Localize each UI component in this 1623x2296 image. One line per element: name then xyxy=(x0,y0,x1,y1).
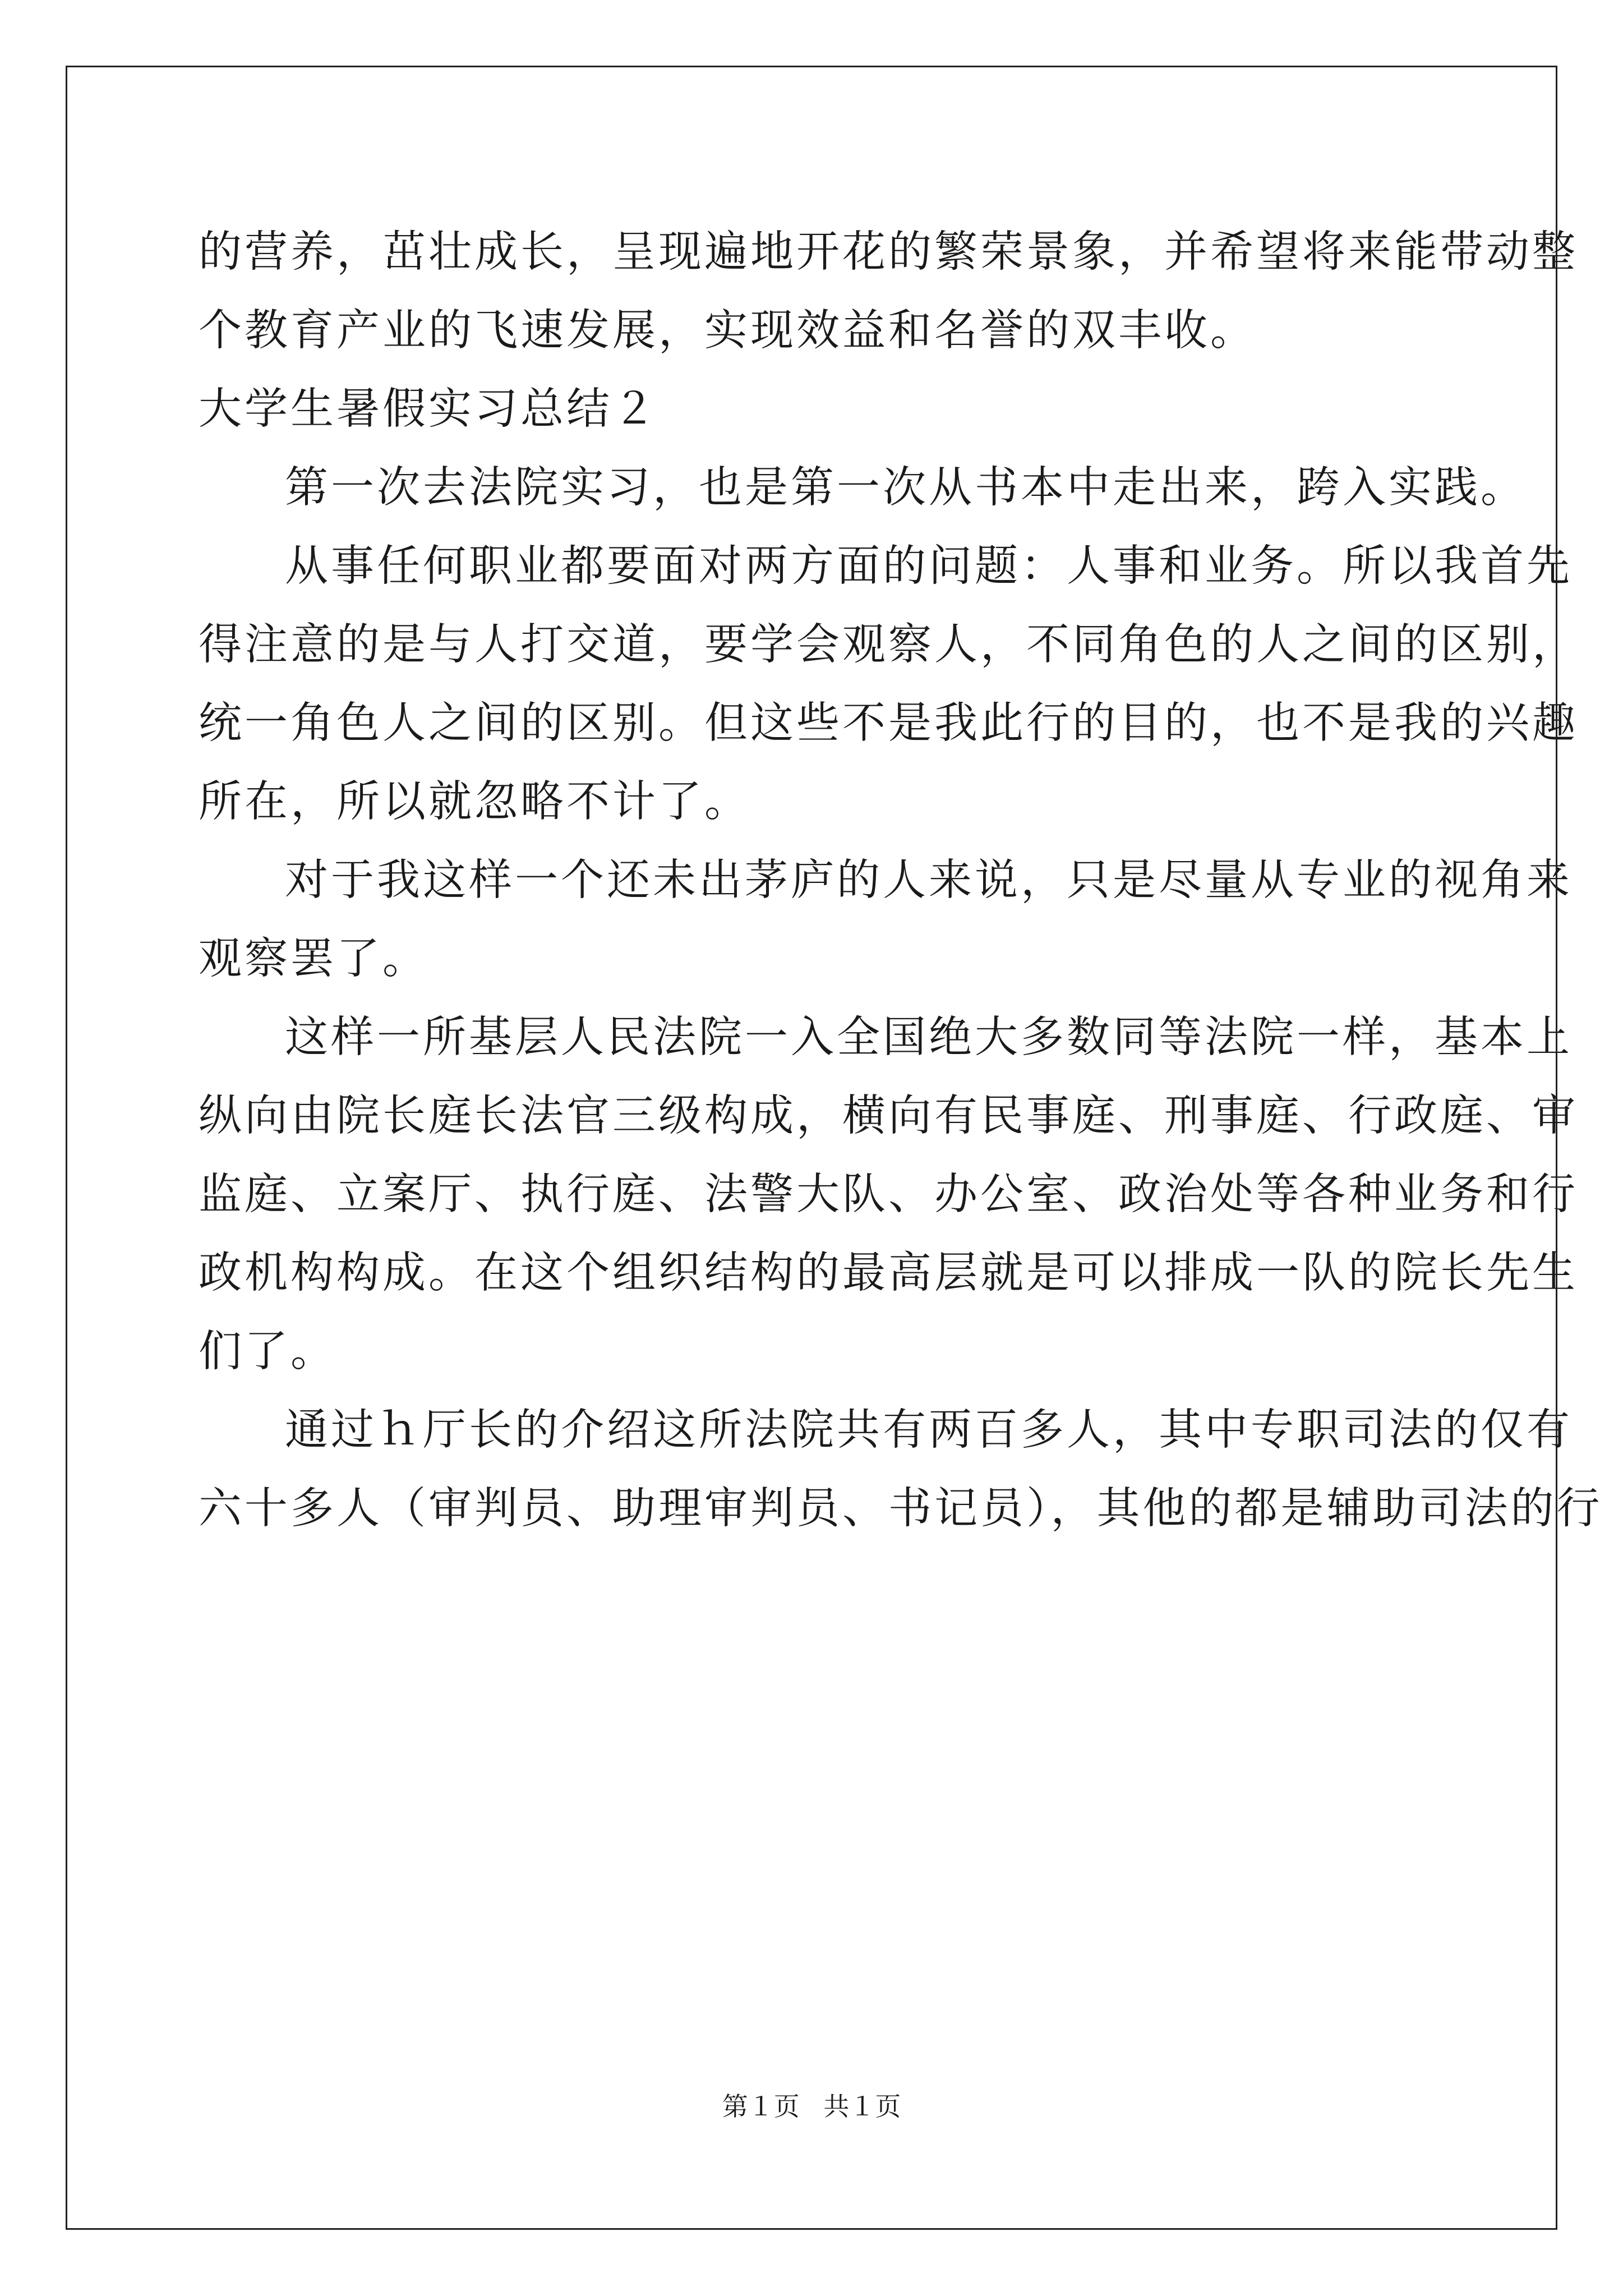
text-line: 对于我这样一个还未出茅庐的人来说，只是尽量从专业的视角来 xyxy=(285,855,1573,905)
text-line: 的营养，茁壮成长，呈现遍地开花的繁荣景象，并希望将来能带动整 xyxy=(199,227,1578,277)
page-footer xyxy=(0,2090,1623,2123)
text-line: 得注意的是与人打交道，要学会观察人，不同角色的人之间的区别， xyxy=(199,620,1578,670)
text-line: 通过ｈ厅长的介绍这所法院共有两百多人，其中专职司法的仅有 xyxy=(285,1405,1573,1455)
text-line: 六十多人（审判员、助理审判员、书记员），其他的都是辅助司法的行 xyxy=(199,1484,1603,1534)
text-line: 观察罢了。 xyxy=(199,934,428,984)
text-line: 这样一所基层人民法院一入全国绝大多数同等法院一样，基本上 xyxy=(285,1013,1573,1062)
text-line: 纵向由院长庭长法官三级构成，横向有民事庭、刑事庭、行政庭、审 xyxy=(199,1091,1578,1141)
text-line: 政机构构成。在这个组织结构的最高层就是可以排成一队的院长先生 xyxy=(199,1248,1578,1298)
text-line: 们了。 xyxy=(199,1327,336,1377)
page-number-total: 共１页 xyxy=(823,2091,901,2122)
text-line: 个教育产业的飞速发展，实现效益和名誉的双丰收。 xyxy=(199,306,1256,356)
text-line: 统一角色人之间的区别。但这些不是我此行的目的，也不是我的兴趣 xyxy=(199,698,1578,748)
page-number-current: 第１页 xyxy=(722,2091,800,2122)
text-line: 从事任何职业都要面对两方面的问题：人事和业务。所以我首先 xyxy=(285,541,1573,591)
document-body xyxy=(199,219,1603,1554)
text-line: 监庭、立案厅、执行庭、法警大队、办公室、政治处等各种业务和行 xyxy=(199,1170,1578,1220)
text-line: 第一次去法院实习，也是第一次从书本中走出来，跨入实践。 xyxy=(285,463,1527,513)
section-heading: 大学生暑假实习总结２ xyxy=(199,384,658,434)
text-line: 所在，所以就忽略不计了。 xyxy=(199,777,750,827)
